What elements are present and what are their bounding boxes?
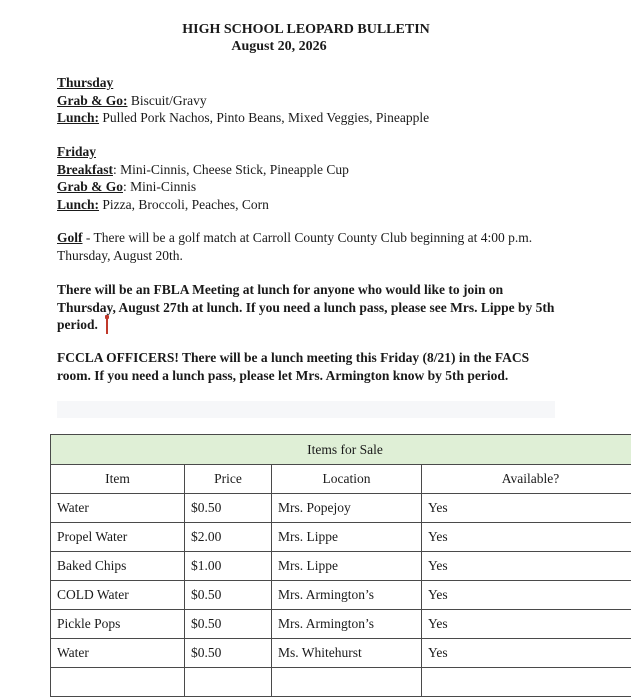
cell-location: Mrs. Armington’s: [272, 610, 422, 639]
friday-breakfast-value: : Mini-Cinnis, Cheese Stick, Pineapple Cup: [113, 162, 349, 177]
cell-price: $1.00: [185, 552, 272, 581]
cell-item: Water: [51, 639, 185, 668]
cell-available: Yes: [422, 581, 631, 610]
friday-lunch-value: Pizza, Broccoli, Peaches, Corn: [99, 197, 269, 212]
fbla-announcement: [57, 281, 557, 334]
column-header-location: Location: [272, 465, 422, 494]
empty-paragraph-highlight: [57, 401, 555, 418]
thursday-heading: Thursday: [57, 75, 113, 90]
golf-text: - There will be a golf match at Carroll County County Club beginning at 4:00 p.m. Thursday, August 20th.: [57, 230, 532, 263]
cell-item: [51, 668, 185, 697]
cell-available: [422, 668, 631, 697]
cell-item: Baked Chips: [51, 552, 185, 581]
cell-item: Propel Water: [51, 523, 185, 552]
table-row: [51, 639, 631, 668]
cell-location: Ms. Whitehurst: [272, 639, 422, 668]
friday-breakfast-label: Breakfast: [57, 162, 113, 177]
table-row: [51, 610, 631, 639]
bulletin-date: August 20, 2026: [0, 39, 585, 55]
friday-section: [57, 143, 557, 213]
friday-heading: Friday: [57, 144, 96, 159]
cell-location: Mrs. Armington’s: [272, 581, 422, 610]
cell-available: Yes: [422, 523, 631, 552]
bulletin-title: HIGH SCHOOL LEOPARD BULLETIN: [0, 22, 612, 38]
cell-price: $0.50: [185, 610, 272, 639]
thursday-lunch-line: [57, 109, 557, 127]
cell-available: Yes: [422, 639, 631, 668]
friday-breakfast-line: [57, 161, 557, 179]
cell-price: $0.50: [185, 494, 272, 523]
column-header-item: Item: [51, 465, 185, 494]
thursday-grab-line: [57, 92, 557, 110]
cell-location: [272, 668, 422, 697]
table-row: [51, 523, 631, 552]
cell-item: Water: [51, 494, 185, 523]
cell-location: Mrs. Popejoy: [272, 494, 422, 523]
column-header-price: Price: [185, 465, 272, 494]
friday-grab-line: [57, 178, 557, 196]
cell-available: Yes: [422, 552, 631, 581]
friday-lunch-label: Lunch:: [57, 197, 99, 212]
fbla-text: There will be an FBLA Meeting at lunch for anyone who would like to join on Thursday, August 27th at lunch. If you need a lunch pass, please see Mrs. Lippe by 5th period.: [57, 282, 554, 332]
thursday-section: [57, 74, 557, 127]
cell-location: Mrs. Lippe: [272, 523, 422, 552]
fccla-text: FCCLA OFFICERS! There will be a lunch meeting this Friday (8/21) in the FACS room. If you need a lunch pass, please let Mrs. Armington know by 5th period.: [57, 350, 529, 383]
items-for-sale-table: [50, 434, 631, 697]
cell-available: Yes: [422, 494, 631, 523]
golf-label: Golf: [57, 230, 83, 245]
cell-location: Mrs. Lippe: [272, 552, 422, 581]
friday-grab-value: : Mini-Cinnis: [123, 179, 196, 194]
golf-announcement: [57, 229, 557, 264]
table-header-row: [51, 465, 631, 494]
table-row: [51, 668, 631, 697]
cell-price: [185, 668, 272, 697]
cell-available: Yes: [422, 610, 631, 639]
column-header-available: Available?: [422, 465, 631, 494]
friday-grab-label: Grab & Go: [57, 179, 123, 194]
thursday-lunch-label: Lunch:: [57, 110, 99, 125]
thursday-lunch-value: Pulled Pork Nachos, Pinto Beans, Mixed Veggies, Pineapple: [99, 110, 429, 125]
text-cursor-icon: [106, 316, 108, 334]
thursday-grab-value: Biscuit/Gravy: [128, 93, 207, 108]
table-row: [51, 581, 631, 610]
cell-price: $2.00: [185, 523, 272, 552]
cell-item: COLD Water: [51, 581, 185, 610]
cell-item: Pickle Pops: [51, 610, 185, 639]
friday-lunch-line: [57, 196, 557, 214]
fccla-announcement: [57, 349, 557, 384]
table-row: [51, 494, 631, 523]
cell-price: $0.50: [185, 581, 272, 610]
thursday-grab-label: Grab & Go:: [57, 93, 128, 108]
table-caption: Items for Sale: [51, 435, 631, 465]
cell-price: $0.50: [185, 639, 272, 668]
table-row: [51, 552, 631, 581]
